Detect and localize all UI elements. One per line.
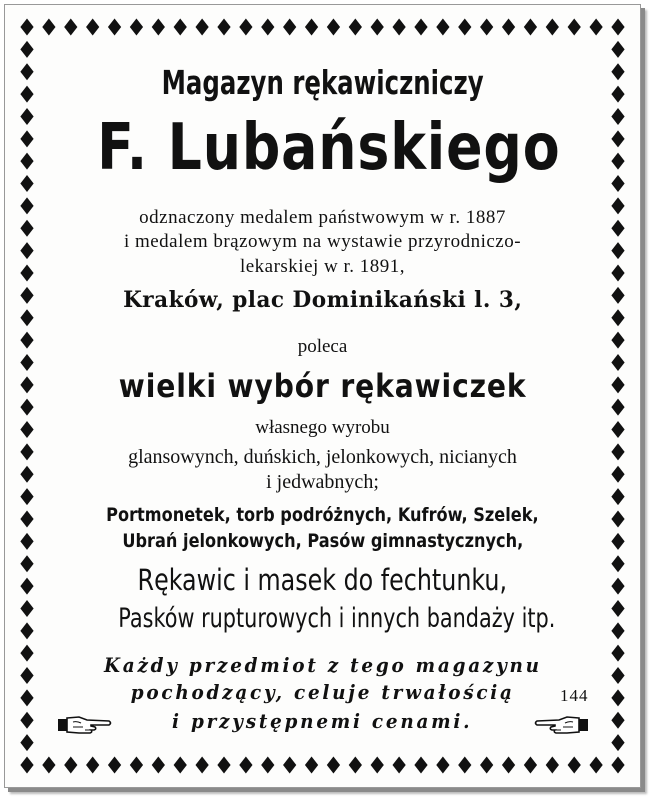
border-diamond [611, 376, 624, 393]
border-diamond [20, 533, 33, 550]
border-diamond [20, 757, 33, 774]
border-diamond [283, 757, 296, 774]
shop-heading: Magazyn rękawiczniczy [161, 63, 484, 102]
border-diamond [20, 153, 33, 170]
border-diamond [130, 757, 143, 774]
headline: wielki wybór rękawiczek [118, 367, 527, 405]
pointing-hand-left-icon [533, 714, 589, 736]
border-diamond [589, 757, 602, 774]
border-diamond [20, 622, 33, 639]
border-diamond [20, 41, 33, 58]
border-diamond [611, 734, 624, 751]
border-diamond [20, 712, 33, 729]
border-diamond [108, 19, 121, 36]
border-diamond [371, 19, 384, 36]
border-diamond [20, 488, 33, 505]
border-diamond [20, 175, 33, 192]
border-diamond [20, 108, 33, 125]
border-diamond [480, 19, 493, 36]
border-diamond [239, 757, 252, 774]
glove-types-line: glansowynch, duńskich, jelonkowych, nicianych [128, 446, 517, 468]
border-diamond [217, 757, 230, 774]
recommends-text: poleca [297, 336, 348, 357]
border-diamond [64, 19, 77, 36]
medal-line: odznaczony medalem państwowym w r. 1887 [139, 207, 506, 228]
border-diamond [524, 757, 537, 774]
border-diamond [20, 287, 33, 304]
border-diamond [20, 511, 33, 528]
advertisement [4, 4, 641, 788]
border-diamond [152, 757, 165, 774]
firm-name: F. Lubańskiego [97, 111, 561, 185]
border-diamond [371, 757, 384, 774]
border-diamond [20, 332, 33, 349]
own-make-text: własnego wyrobu [255, 417, 390, 438]
border-diamond [611, 108, 624, 125]
border-diamond [458, 19, 471, 36]
border-diamond [611, 488, 624, 505]
border-diamond [20, 600, 33, 617]
border-diamond [502, 757, 515, 774]
ad-number: 144 [560, 686, 589, 705]
border-diamond [611, 533, 624, 550]
border-diamond [480, 757, 493, 774]
trusses-line: Pasków rupturowych i innych bandaży itp. [118, 603, 556, 634]
border-diamond [20, 734, 33, 751]
border-diamond [611, 332, 624, 349]
border-diamond [20, 399, 33, 416]
border-diamond [611, 19, 624, 36]
goods-line: Ubrań jelonkowych, Pasów gimnastycznych, [122, 530, 523, 552]
border-diamond [239, 19, 252, 36]
border-diamond [611, 511, 624, 528]
border-diamond [305, 19, 318, 36]
border-diamond [20, 645, 33, 662]
slogan-line: pochodzący, celuje trwałością [130, 680, 515, 704]
border-diamond [20, 466, 33, 483]
border-diamond [502, 19, 515, 36]
border-diamond [611, 63, 624, 80]
border-diamond [611, 242, 624, 259]
border-diamond [20, 354, 33, 371]
slogan-line: i przystępnemi cenami. [172, 709, 473, 733]
border-diamond [611, 667, 624, 684]
border-diamond [108, 757, 121, 774]
fencing-line: Rękawic i masek do fechtunku, [137, 563, 508, 597]
border-diamond [20, 86, 33, 103]
border-diamond [195, 19, 208, 36]
border-diamond [349, 19, 362, 36]
border-diamond [86, 19, 99, 36]
border-diamond [349, 757, 362, 774]
border-diamond [611, 354, 624, 371]
border-diamond [568, 19, 581, 36]
border-diamond [611, 153, 624, 170]
border-diamond [20, 555, 33, 572]
border-diamond [524, 19, 537, 36]
border-diamond [64, 757, 77, 774]
border-diamond [611, 265, 624, 282]
shop-address: Kraków, plac Dominikański l. 3, [122, 287, 523, 313]
border-diamond [20, 421, 33, 438]
border-diamond [611, 86, 624, 103]
border-diamond [611, 175, 624, 192]
border-diamond [611, 197, 624, 214]
border-diamond [20, 220, 33, 237]
border-diamond [611, 130, 624, 147]
border-diamond [86, 757, 99, 774]
border-diamond [261, 757, 274, 774]
border-diamond [568, 757, 581, 774]
border-diamond [217, 19, 230, 36]
border-diamond [611, 287, 624, 304]
border-diamond [20, 667, 33, 684]
border-diamond [611, 600, 624, 617]
border-diamond [20, 242, 33, 259]
border-diamond [611, 757, 624, 774]
border-diamond [20, 197, 33, 214]
border-diamond [414, 757, 427, 774]
advert-content [53, 53, 592, 739]
border-diamond [20, 443, 33, 460]
border-diamond [611, 555, 624, 572]
border-diamond [611, 220, 624, 237]
border-diamond [20, 19, 33, 36]
border-diamond [392, 757, 405, 774]
border-diamond [20, 63, 33, 80]
border-diamond [458, 757, 471, 774]
border-diamond [261, 19, 274, 36]
border-diamond [611, 443, 624, 460]
border-diamond [611, 578, 624, 595]
border-diamond [611, 689, 624, 706]
border-diamond [546, 19, 559, 36]
border-diamond [611, 712, 624, 729]
slogan-line: Każdy przedmiot z tego magazynu [103, 653, 542, 677]
border-diamond [130, 19, 143, 36]
border-diamond [611, 645, 624, 662]
border-diamond [20, 689, 33, 706]
border-diamond [20, 130, 33, 147]
border-diamond [327, 757, 340, 774]
border-diamond [611, 466, 624, 483]
border-diamond [195, 757, 208, 774]
border-diamond [611, 41, 624, 58]
border-diamond [20, 578, 33, 595]
border-diamond [327, 19, 340, 36]
border-diamond [436, 19, 449, 36]
border-diamond [42, 757, 55, 774]
border-diamond [42, 19, 55, 36]
goods-line: Portmonetek, torb podróżnych, Kufrów, Szelek, [106, 504, 539, 526]
border-diamond [611, 399, 624, 416]
border-diamond [546, 757, 559, 774]
border-diamond [174, 19, 187, 36]
border-diamond [20, 265, 33, 282]
border-diamond [20, 309, 33, 326]
border-diamond [611, 421, 624, 438]
border-diamond [152, 19, 165, 36]
border-diamond [20, 376, 33, 393]
border-diamond [611, 309, 624, 326]
border-diamond [174, 757, 187, 774]
pointing-hand-right-icon [57, 714, 113, 736]
medal-line: i medalem brązowym na wystawie przyrodniczo- [123, 231, 522, 252]
border-diamond [611, 622, 624, 639]
medal-line: lekarskiej w r. 1891, [239, 256, 406, 277]
border-diamond [414, 19, 427, 36]
border-diamond [283, 19, 296, 36]
border-diamond [436, 757, 449, 774]
glove-types-line: i jedwabnych; [266, 471, 379, 493]
border-diamond [392, 19, 405, 36]
border-diamond [589, 19, 602, 36]
border-diamond [305, 757, 318, 774]
